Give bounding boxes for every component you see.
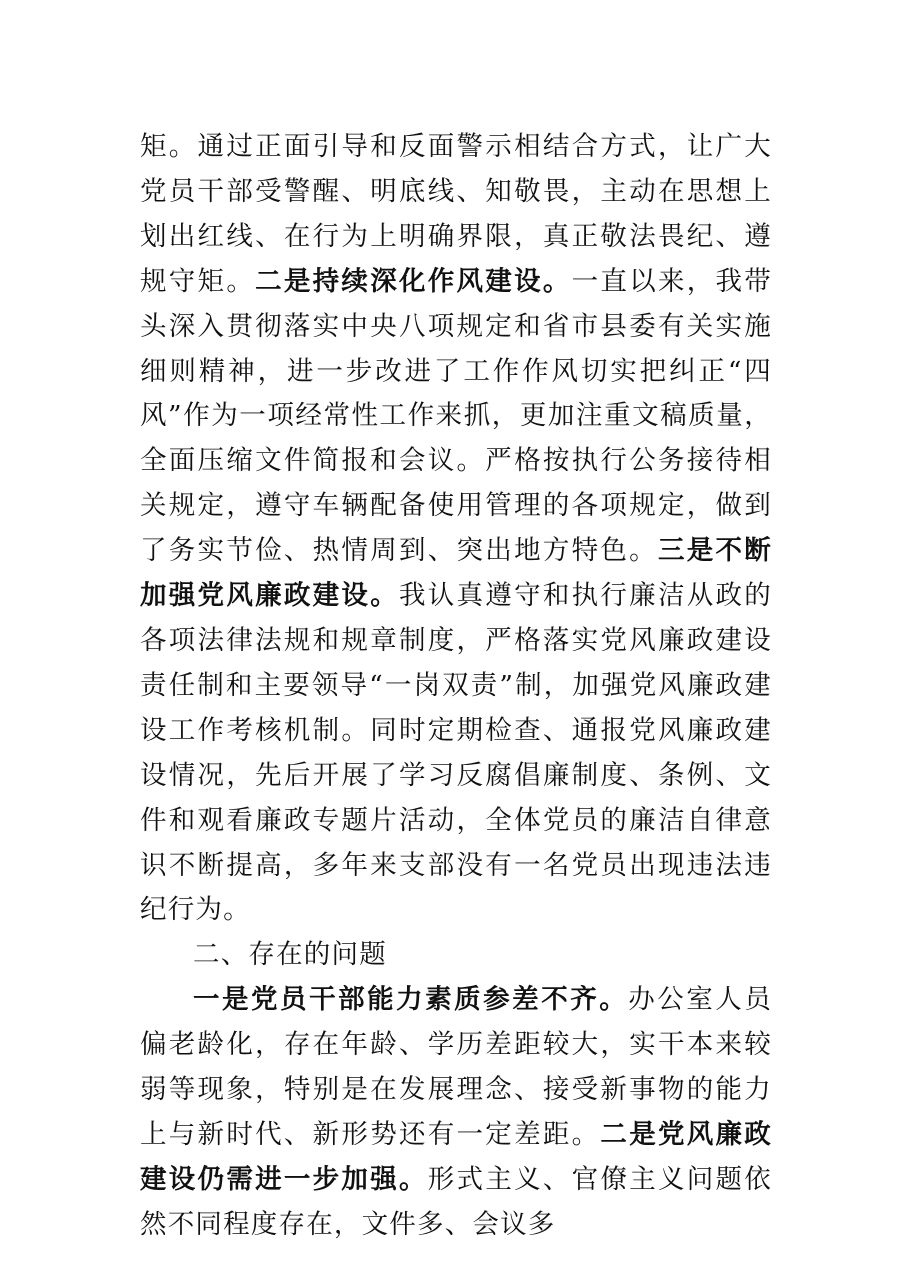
bold-heading-run: 一是党员干部能力素质参差不齐。 [193,984,629,1016]
text-run: 一直以来，我带头深入贯彻落实中央八项规定和省市县委有关实施细则精神，进一步改进了工作作风切实把纠正“四风”作为一项经常性工作来抓，更加注重文稿质量，全面压缩文件简报和会议。严格按执行公务接待相关规定，遵守车辆配备使用管理的各项规定，做到了务实节俭、热情周到、突出地方特色。 [140,265,772,567]
document-body [140,125,772,1248]
paragraph-problems [140,978,772,1247]
bold-heading-run: 二是党风廉政建设仍需进一步加强。 [140,1118,773,1195]
text-run: 矩。通过正面引导和反面警示相结合方式，让广大党员干部受警醒、明底线、知敬畏，主动在思想上划出红线、在行为上明确界限，真正敬法畏纪、遵规守矩。 [140,131,772,297]
paragraph-continuation [140,125,772,933]
bold-heading-run: 三是不断加强党风廉政建设。 [140,535,772,612]
text-run: 办公室人员偏老龄化，存在年龄、学历差距较大，实干本来较弱等现象，特别是在发展理念、接受新事物的能力上与新时代、新形势还有一定差距。 [140,984,773,1150]
text-run: 形式主义、官僚主义问题依然不同程度存在，文件多、会议多 [140,1163,773,1240]
bold-heading-run: 二是持续深化作风建设。 [255,265,572,297]
section-heading: 二、存在的问题 [193,939,387,971]
text-run: 我认真遵守和执行廉洁从政的各项法律法规和规章制度，严格落实党风廉政建设责任制和主要领导“一岗双责”制，加强党风廉政建设工作考核机制。同时定期检查、通报党风廉政建设情况，先后开展了学习反腐倡廉制度、条例、文件和观看廉政专题片活动，全体党员的廉洁自律意识不断提高，多年来支部没有一名党员出现违法违纪行为。 [140,580,772,926]
